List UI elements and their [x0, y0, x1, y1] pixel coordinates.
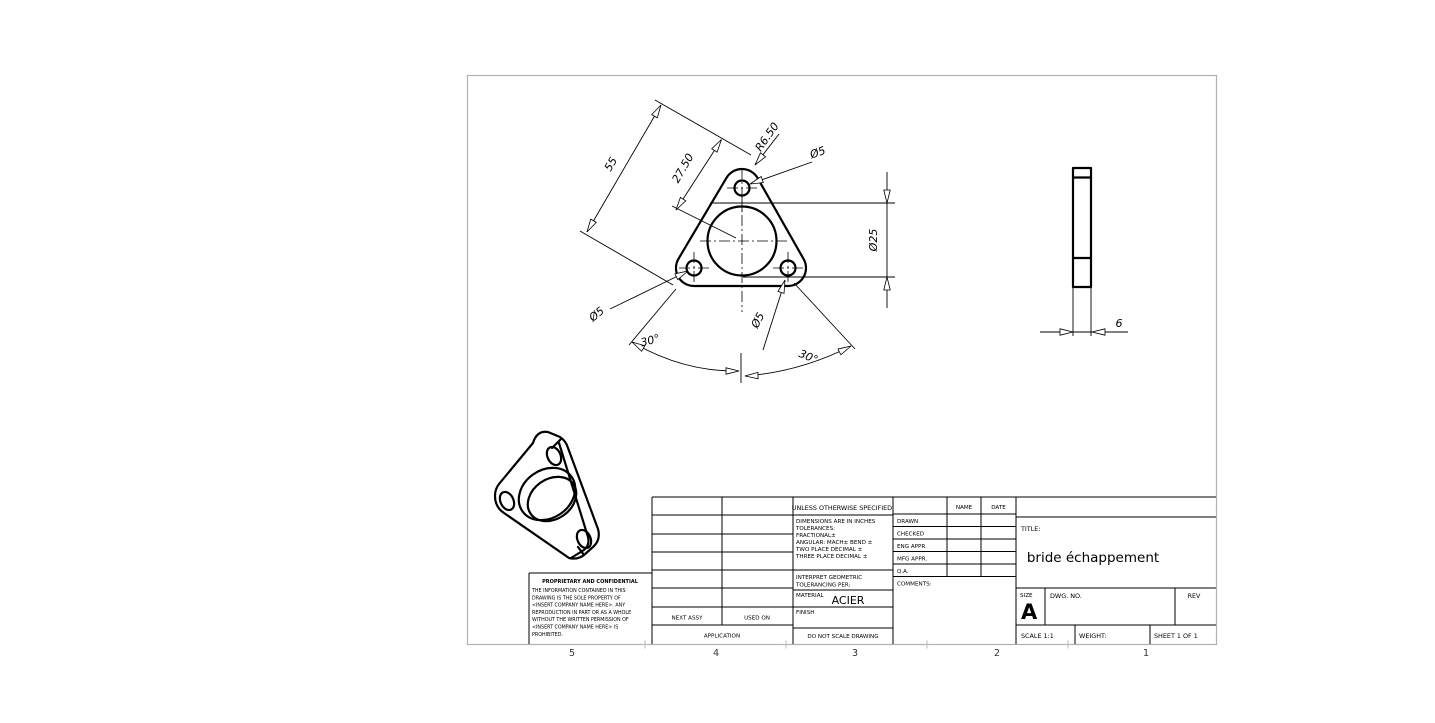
angle-arc: [745, 346, 851, 376]
proprietary-line: <INSERT COMPANY NAME HERE> IS: [532, 625, 619, 631]
material-value: ACIER: [831, 594, 865, 607]
arrowhead: [1060, 329, 1073, 335]
extension-line: [655, 100, 751, 155]
title-block-text: [531, 504, 1201, 640]
dim-text-angle-left[interactable]: 30°: [638, 331, 662, 350]
proprietary-line: THE INFORMATION CONTAINED IN THIS: [532, 589, 626, 594]
proprietary-line: REPRODUCTION IN PART OR AS A WHOLE: [532, 610, 632, 616]
dim-text-angle-right[interactable]: 30°: [796, 347, 820, 367]
side-view[interactable]: [1040, 168, 1128, 336]
arrowhead: [712, 138, 724, 152]
dim-text-corner-radius[interactable]: R6.50: [752, 120, 782, 154]
dim-text-bore[interactable]: Ø25: [867, 228, 880, 252]
proprietary-line: DRAWING IS THE SOLE PROPERTY OF: [532, 596, 621, 602]
zone-label: 2: [993, 648, 1001, 659]
interpret-note: TOLERANCING PER:: [796, 582, 851, 589]
extension-line: [580, 231, 673, 285]
arrowhead: [884, 277, 890, 290]
isometric-view[interactable]: [495, 432, 599, 559]
dim-text-hole-top[interactable]: Ø5: [808, 143, 828, 162]
name-header: NAME: [955, 505, 973, 511]
approval-row-label: Q.A.: [897, 569, 909, 575]
flange-outline: [676, 169, 806, 286]
side-profile: [1073, 168, 1091, 287]
tolerance-note: FRACTIONAL±: [796, 533, 836, 539]
dim-text-hole-bl[interactable]: Ø5: [586, 304, 607, 325]
proprietary-title: PROPRIETARY AND CONFIDENTIAL: [542, 579, 638, 585]
tolerance-note: DIMENSIONS ARE IN INCHES: [796, 519, 876, 525]
sheet-label: SHEET 1 OF 1: [1154, 632, 1198, 640]
rev-label: REV: [1187, 592, 1201, 600]
material-label: MATERIAL: [796, 593, 824, 599]
tolerance-note: TOLERANCES:: [796, 526, 836, 532]
do-not-scale-label: DO NOT SCALE DRAWING: [807, 634, 879, 640]
iso-bore-rim: [509, 457, 586, 531]
angle-side-line: [794, 283, 855, 349]
size-label: SIZE: [1020, 593, 1033, 599]
tolerance-note: ANGULAR: MACH± BEND ±: [796, 540, 873, 546]
arrowhead: [838, 343, 852, 355]
scale-label: SCALE 1:1: [1021, 632, 1054, 640]
proprietary-line: <INSERT COMPANY NAME HERE>. ANY: [532, 603, 626, 609]
arrowhead: [584, 219, 596, 233]
approval-row-label: ENG APPR.: [897, 544, 927, 550]
zone-label: 4: [712, 648, 720, 659]
comments-label: COMMENTS:: [897, 581, 932, 588]
approval-row-label: MFG APPR.: [897, 556, 928, 563]
front-view-dimensions: [580, 100, 895, 383]
finish-label: FINISH: [796, 610, 815, 616]
zone-label: 1: [1142, 648, 1150, 659]
front-view[interactable]: [676, 168, 806, 312]
zone-labels: [569, 648, 1149, 659]
application-label: APPLICATION: [703, 633, 741, 640]
tolerance-note: THREE PLACE DECIMAL ±: [796, 554, 868, 560]
arrowhead: [752, 153, 765, 167]
dim-text-hole-bm[interactable]: Ø5: [748, 310, 768, 331]
dim-text-hole-offset[interactable]: 27.50: [669, 151, 697, 186]
weight-label: WEIGHT:: [1079, 632, 1107, 640]
arrowhead: [652, 103, 664, 117]
interpret-note: INTERPRET GEOMETRIC: [796, 575, 863, 581]
dimension-line: [587, 105, 661, 232]
drawing-title: bride échappement: [1026, 550, 1160, 566]
arrowhead: [884, 190, 890, 203]
approval-row-label: CHECKED: [897, 531, 925, 538]
dim-text-thickness[interactable]: 6: [1115, 317, 1123, 330]
arrowhead: [726, 368, 739, 374]
zone-label: 5: [568, 648, 576, 659]
zone-label: 3: [851, 648, 859, 659]
arrowhead: [745, 372, 758, 379]
date-header: DATE: [991, 505, 1006, 511]
unless-otherwise-label: UNLESS OTHERWISE SPECIFIED:: [791, 504, 895, 512]
iso-face-edge: [559, 443, 589, 558]
dim-text-length[interactable]: 55: [601, 154, 621, 174]
next-assy-label: NEXT ASSY: [671, 615, 703, 622]
dwg-no-label: DWG. NO.: [1050, 592, 1082, 600]
proprietary-line: PROHIBITED.: [532, 632, 563, 638]
title-label: TITLE:: [1021, 525, 1041, 533]
proprietary-line: WITHOUT THE WRITTEN PERMISSION OF: [532, 618, 629, 624]
approval-row-label: DRAWN: [897, 519, 919, 525]
used-on-label: USED ON: [744, 615, 770, 622]
size-value: A: [1021, 600, 1038, 624]
tolerance-note: TWO PLACE DECIMAL ±: [796, 547, 863, 553]
arrowhead: [1092, 329, 1105, 335]
